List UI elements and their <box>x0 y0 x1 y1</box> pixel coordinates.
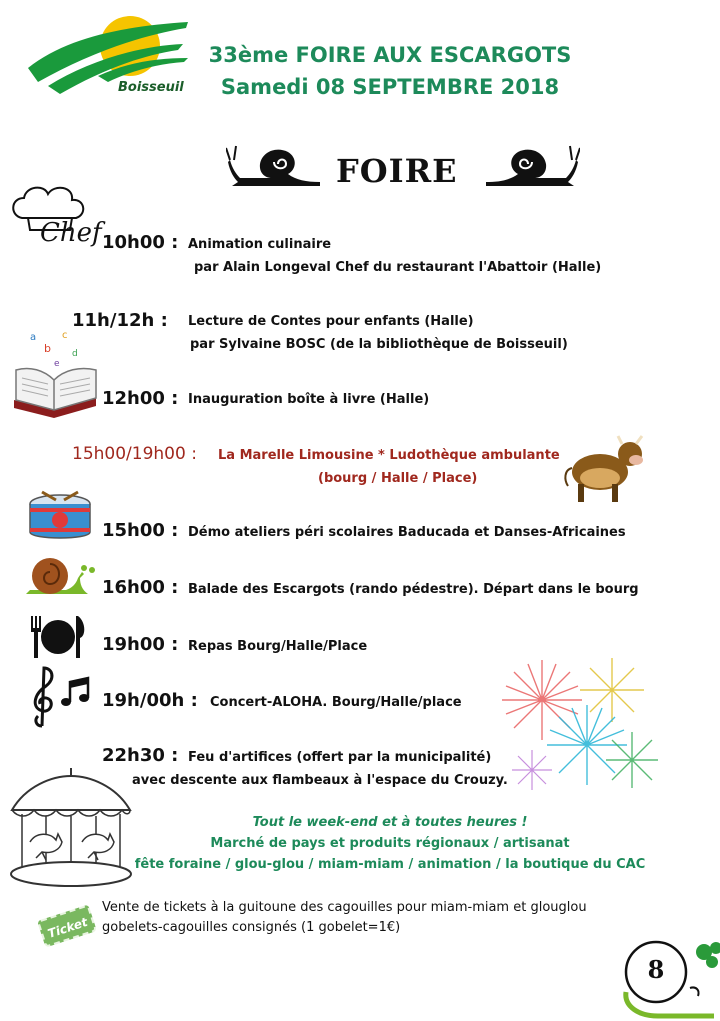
event-description: Repas Bourg/Halle/Place <box>188 639 368 654</box>
foire-title: FOIRE <box>336 152 458 190</box>
fair-title: 33ème FOIRE AUX ESCARGOTS <box>208 43 572 67</box>
event-description: Animation culinaire <box>188 237 332 252</box>
tickets-cups-info: gobelets-cagouilles consignés (1 gobelet=1€) <box>102 920 401 935</box>
ticket-badge-label: Ticket <box>46 914 90 941</box>
event-detail: par Alain Longeval Chef du restaurant l'Abattoir (Halle) <box>194 260 602 275</box>
event-detail: avec descente aux flambeaux à l'espace du Crouzy. <box>132 773 508 788</box>
event-time: 11h/12h : <box>72 310 168 331</box>
plate-cutlery-icon <box>28 614 88 660</box>
event-time: 10h00 : <box>102 232 179 253</box>
event-description: Balade des Escargots (rando pédestre). Départ dans le bourg <box>188 582 639 597</box>
event-description: Lecture de Contes pour enfants (Halle) <box>188 314 474 329</box>
event-time: 22h30 : <box>102 745 179 766</box>
cow-icon <box>560 430 650 506</box>
event-time: 19h/00h : <box>102 690 198 711</box>
fair-date: Samedi 08 SEPTEMBRE 2018 <box>220 75 560 99</box>
weekend-heading: Tout le week-end et à toutes heures ! <box>252 815 528 830</box>
fireworks-icon <box>492 650 662 820</box>
chef-label: Chef <box>40 218 102 248</box>
svg-text:e: e <box>54 359 60 369</box>
music-notes-icon <box>26 664 94 728</box>
event-time: 16h00 : <box>102 577 179 598</box>
logo-town-name: Boisseuil <box>118 80 184 95</box>
event-description: Inauguration boîte à livre (Halle) <box>188 392 430 407</box>
tickets-sale-info: Vente de tickets à la guitoune des cagouilles pour miam-miam et glouglou <box>102 900 587 915</box>
svg-text:d: d <box>72 349 78 359</box>
page-number: 8 <box>647 955 665 984</box>
snail-icon <box>480 144 580 190</box>
event-description: Concert-ALOHA. Bourg/Halle/place <box>210 695 462 710</box>
event-detail: (bourg / Halle / Place) <box>318 471 478 486</box>
event-description: Démo ateliers péri scolaires Baducada et Danses-Africaines <box>188 525 626 540</box>
weekend-activities: fête foraine / glou-glou / miam-miam / animation / la boutique du CAC <box>134 857 646 872</box>
svg-text:a: a <box>30 332 37 343</box>
event-time: 15h00/19h00 : <box>72 444 197 464</box>
book-icon <box>10 326 102 420</box>
event-detail: par Sylvaine BOSC (de la bibliothèque de Boisseuil) <box>190 337 568 352</box>
ticket-icon <box>37 904 97 947</box>
event-time: 12h00 : <box>102 388 179 409</box>
drum-icon <box>22 488 98 546</box>
event-description: La Marelle Limousine * Ludothèque ambulante <box>218 448 560 463</box>
snail-icon <box>226 144 326 190</box>
carousel-icon <box>6 762 136 892</box>
event-time: 15h00 : <box>102 520 179 541</box>
weekend-market: Marché de pays et produits régionaux / artisanat <box>210 836 570 851</box>
event-time: 19h00 : <box>102 634 179 655</box>
svg-text:c: c <box>62 330 68 341</box>
snail-icon <box>22 554 96 598</box>
event-description: Feu d'artifices (offert par la municipalité) <box>188 750 492 765</box>
svg-text:b: b <box>44 342 51 355</box>
